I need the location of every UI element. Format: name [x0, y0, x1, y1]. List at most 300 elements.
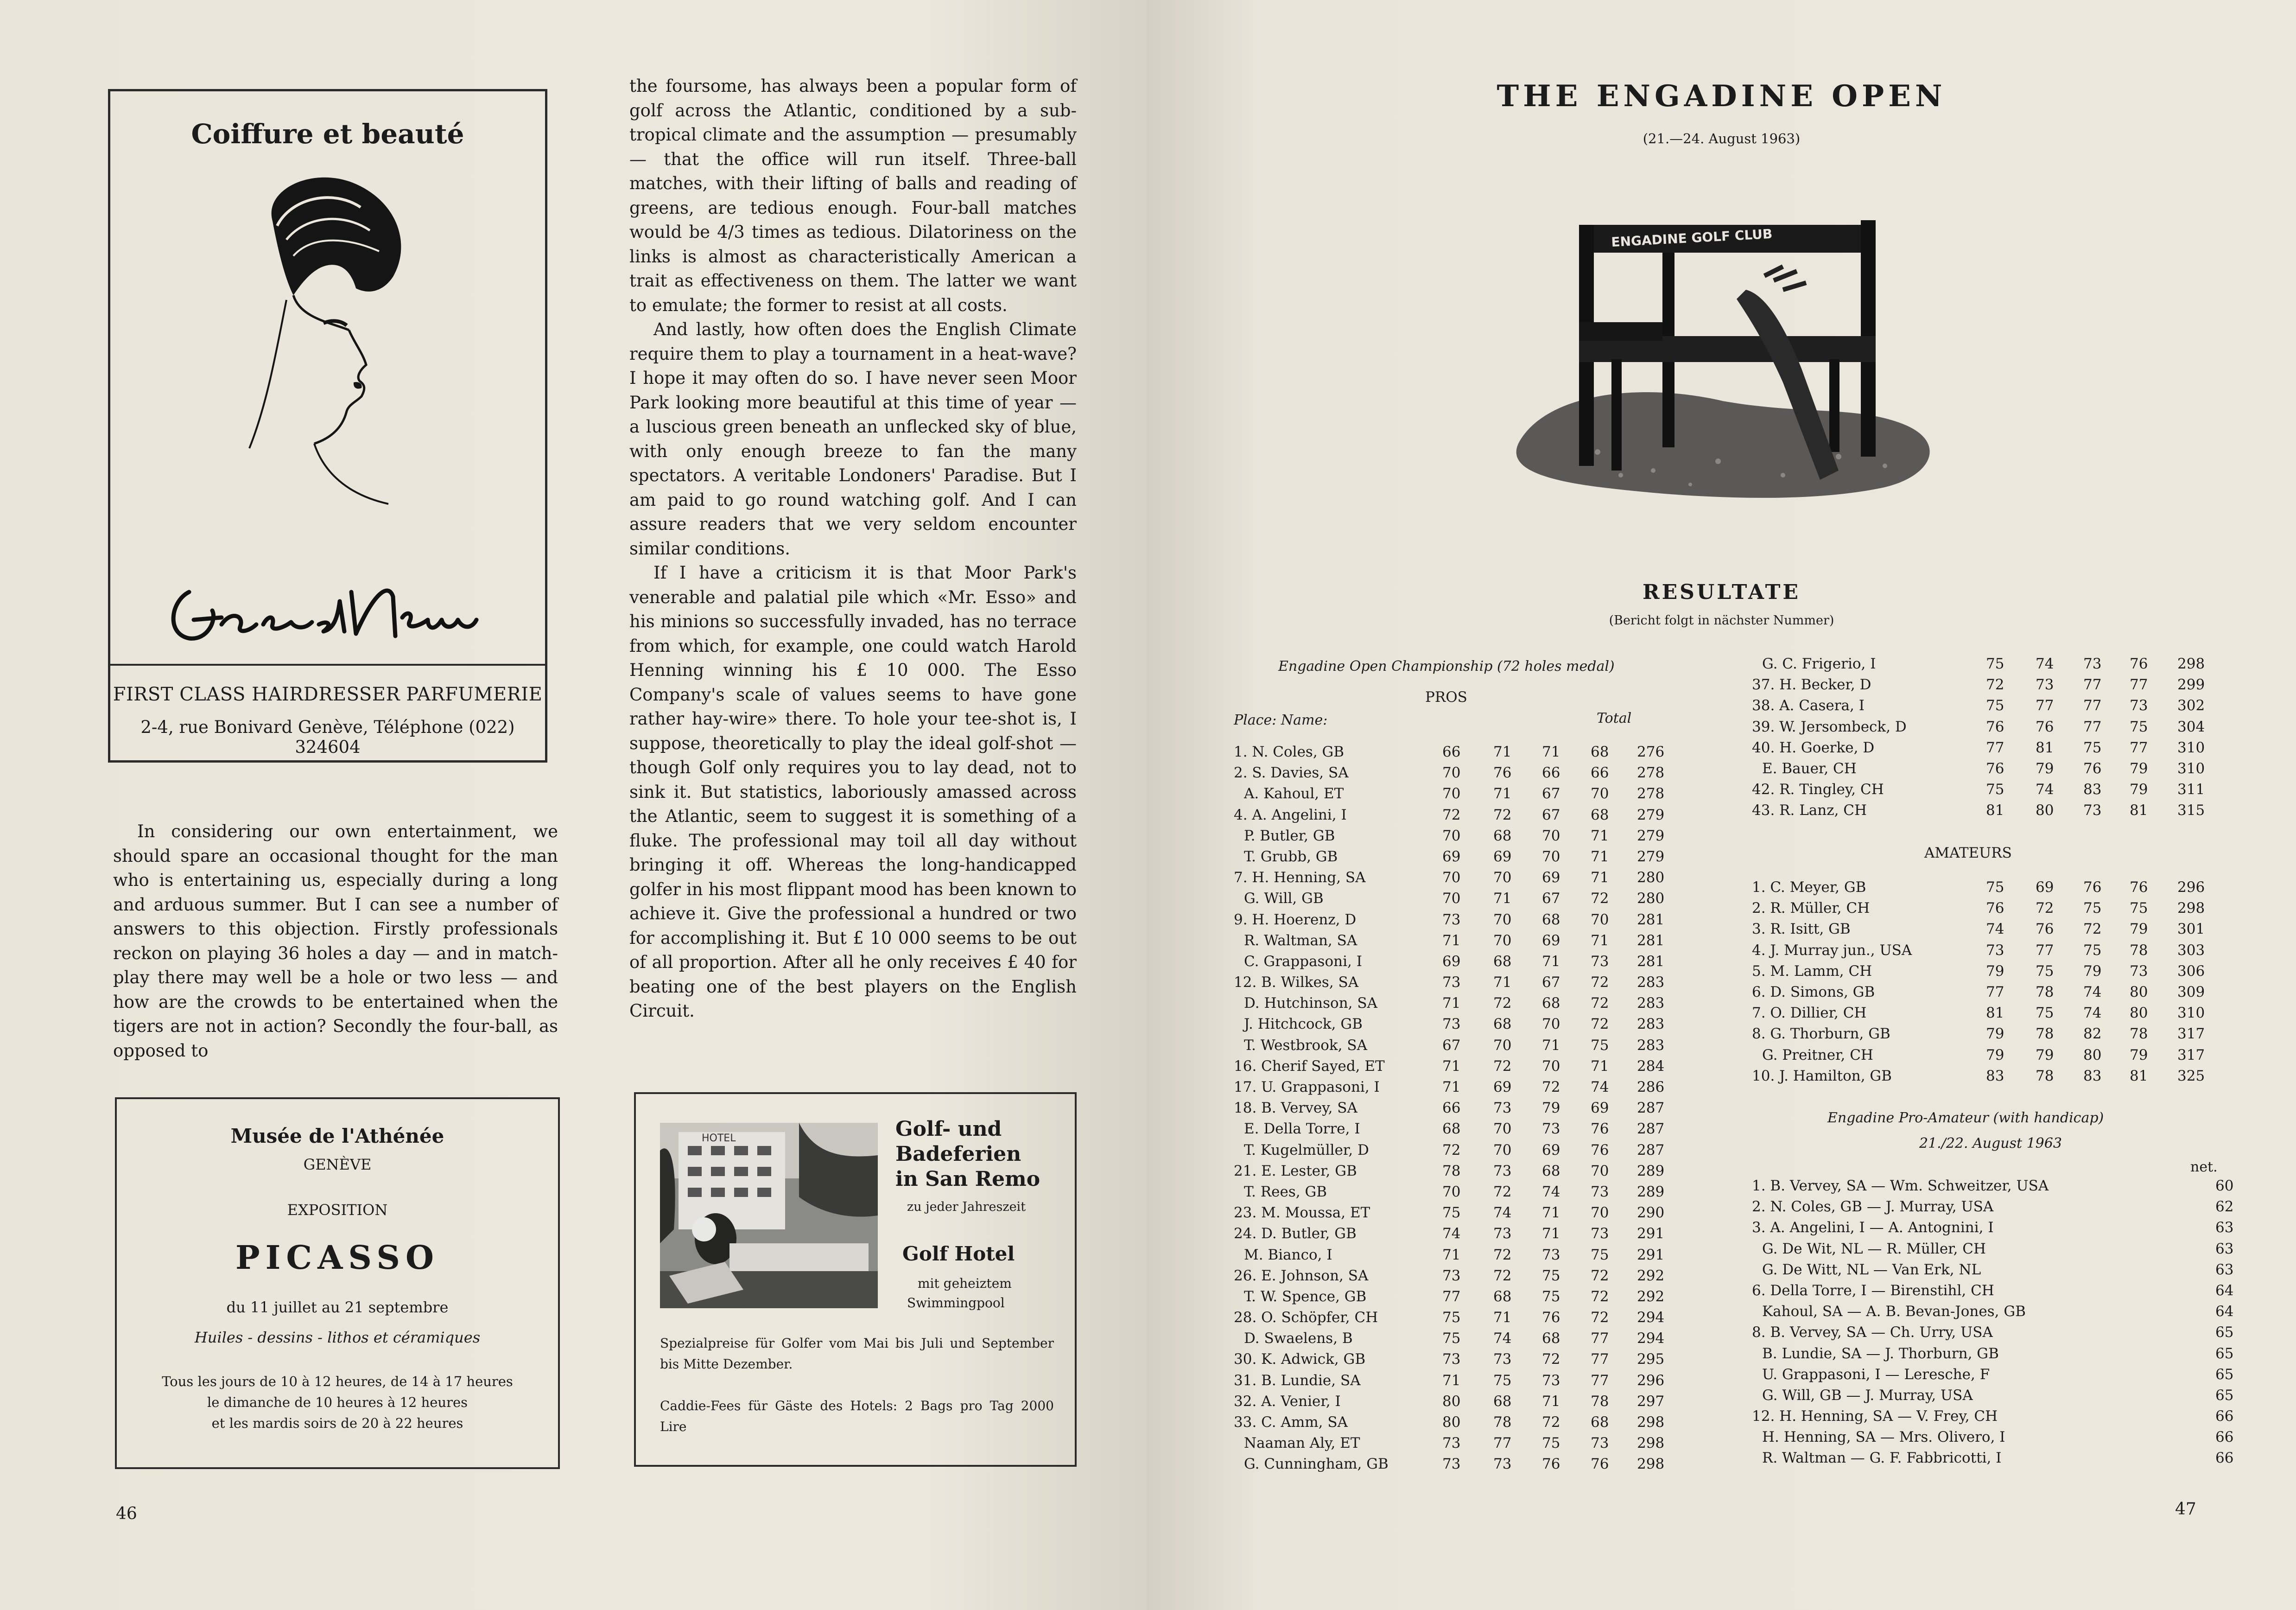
total-score: 310	[2177, 760, 2205, 777]
round-score: 77	[1442, 1288, 1461, 1305]
round-score: 73	[2083, 802, 2102, 819]
article-paragraph: the foursome, has always been a popular form of golf across the Atlantic, conditioned by a sub-tropical climate and the assumption — presumably — that the office will run itself. Three-ball matches, with their lifting of balls and reading of greens, are tedious enough. Four-ball matches would be 4/3 times as tedious. Dilatoriness on the links is almost as characteristically American a trait as effectiveness on them. The latter we want to emulate; the former to resist at all costs.	[629, 76, 1077, 315]
round-score: 75	[2036, 962, 2054, 980]
pairing: Kahoul, SA — A. B. Bevan-Jones, GB	[1762, 1303, 2026, 1320]
pro-am-row	[1752, 1406, 2234, 1427]
round-score: 76	[1591, 1120, 1609, 1138]
player-name: 8. G. Thorburn, GB	[1752, 1025, 1890, 1043]
player-name: G. Cunningham, GB	[1244, 1456, 1389, 1473]
net-score: 64	[2215, 1282, 2234, 1299]
round-score: 76	[1986, 718, 2004, 735]
round-score: 81	[1986, 1005, 2004, 1022]
result-row	[1234, 1014, 1665, 1035]
round-score: 74	[2083, 1005, 2102, 1022]
player-name: 39. W. Jersombeck, D	[1752, 718, 1907, 735]
round-score: 75	[2130, 900, 2148, 917]
result-row	[1234, 805, 1665, 826]
round-score: 83	[2083, 1067, 2102, 1084]
round-score: 79	[2036, 760, 2054, 777]
round-score: 69	[2036, 879, 2054, 896]
player-name: G. C. Frigerio, I	[1762, 655, 1876, 672]
round-score: 73	[2130, 962, 2148, 980]
ad-musee-artist: PICASSO	[235, 1238, 439, 1277]
player-name: 2. R. Müller, CH	[1752, 900, 1870, 917]
round-score: 71	[1442, 1246, 1461, 1263]
round-score: 68	[1493, 827, 1512, 844]
total-score: 310	[2177, 1005, 2205, 1022]
round-score: 79	[2130, 921, 2148, 938]
round-score: 71	[1442, 1057, 1461, 1075]
player-name: 17. U. Grappasoni, I	[1234, 1079, 1380, 1095]
total-score: 298	[1637, 1456, 1665, 1473]
result-row	[1752, 1024, 2234, 1044]
round-score: 79	[2130, 781, 2148, 798]
result-row	[1234, 1035, 1665, 1056]
result-row	[1234, 1056, 1665, 1077]
ad-coiffure	[108, 89, 547, 763]
pairing: 1. B. Vervey, SA — Wm. Schweitzer, USA	[1752, 1177, 2049, 1194]
round-score: 73	[2083, 655, 2102, 672]
result-row	[1234, 1119, 1665, 1139]
round-score: 75	[2083, 900, 2102, 917]
result-row	[1234, 763, 1665, 783]
round-score: 75	[1986, 781, 2004, 798]
round-score: 71	[1493, 890, 1512, 907]
round-score: 71	[1493, 785, 1512, 802]
result-row	[1234, 1307, 1665, 1328]
round-score: 80	[1442, 1393, 1461, 1410]
ad-musee-media: Huiles - dessins - lithos et céramiques	[194, 1329, 481, 1346]
pros-results-table	[1234, 742, 1665, 1475]
ad-musee-hours-2: le dimanche de 10 heures à 12 heures	[207, 1394, 468, 1410]
round-score: 71	[1591, 827, 1609, 844]
round-score: 77	[1591, 1372, 1609, 1389]
result-row	[1234, 1161, 1665, 1182]
round-score: 76	[2130, 879, 2148, 896]
golf-bench-photo	[1505, 183, 1950, 503]
round-score: 75	[2036, 1005, 2054, 1022]
total-score: 299	[2177, 676, 2205, 694]
woman-portrait-illustration	[194, 170, 453, 522]
round-score: 73	[1442, 1267, 1461, 1284]
result-row	[1234, 1454, 1665, 1475]
round-score: 79	[1986, 962, 2004, 980]
round-score: 73	[2036, 676, 2054, 694]
round-score: 71	[1542, 1204, 1560, 1222]
player-name: 4. J. Murray jun., USA	[1752, 942, 1912, 959]
round-score: 72	[1591, 1016, 1609, 1033]
pairing: B. Lundie, SA — J. Thorburn, GB	[1762, 1345, 1999, 1362]
pro-am-row	[1752, 1239, 2234, 1260]
result-row	[1752, 919, 2234, 940]
round-score: 70	[1493, 932, 1512, 949]
round-score: 79	[1986, 1046, 2004, 1063]
pro-am-row	[1752, 1427, 2234, 1448]
result-row	[1234, 783, 1665, 804]
round-score: 74	[2036, 655, 2054, 672]
result-row	[1234, 742, 1665, 763]
round-score: 75	[1542, 1288, 1560, 1305]
round-score: 78	[2036, 1067, 2054, 1084]
page-number-right: 47	[2175, 1500, 2196, 1519]
total-score: 296	[1637, 1372, 1665, 1389]
round-score: 73	[1542, 1372, 1560, 1389]
player-name: 38. A. Casera, I	[1752, 697, 1865, 714]
player-name: T. W. Spence, GB	[1244, 1288, 1367, 1305]
pro-am-row	[1752, 1385, 2234, 1406]
result-row	[1234, 1370, 1665, 1391]
round-score: 81	[2130, 1067, 2148, 1084]
player-name: 31. B. Lundie, SA	[1234, 1372, 1361, 1389]
round-score: 76	[2083, 879, 2102, 896]
total-score: 284	[1637, 1057, 1665, 1075]
ad-musee-city: GENÈVE	[303, 1156, 372, 1173]
round-score: 67	[1542, 890, 1560, 907]
round-score: 71	[1591, 869, 1609, 886]
round-score: 68	[1493, 1393, 1512, 1410]
round-score: 76	[1591, 1141, 1609, 1158]
round-score: 83	[1986, 1067, 2004, 1084]
net-score: 65	[2215, 1324, 2234, 1341]
net-score: 65	[2215, 1387, 2234, 1404]
round-score: 68	[1591, 806, 1609, 823]
player-name: 33. C. Amm, SA	[1234, 1414, 1348, 1431]
total-score: 278	[1637, 764, 1665, 782]
article-paragraph: If I have a criticism it is that Moor Park's venerable and palatial pile which «Mr. Esso» and his minions so successfully invaded, has no terrace from which, for example, one could watch Harold Henning winning his £ 10 000. The Esso Company's scale of values seems to have gone rather hay-wire» there. To hole your tee-shot is, I suppose, theoretically to play the ideal golf-shot — though Golf only requires you to lay dead, not to sink it. But statistics, laboriously amassed across the Atlantic, seem to suggest it is something of a fluke. The professional may toil all day without bringing it off. Whereas the long-handicapped golfer in his most flippant mood has been known to achieve it. Give the professional a hundred or two for accomplishing it. But £ 10 000 seems to be out of all proportion. After all he only receives £ 40 for beating one of the best players on the English Circuit.	[629, 563, 1077, 1021]
round-score: 74	[2083, 983, 2102, 1000]
round-score: 73	[1442, 911, 1461, 928]
total-score: 276	[1637, 744, 1665, 760]
ad-musee-hours-3: et les mardis soirs de 20 à 22 heures	[211, 1415, 463, 1431]
round-score: 73	[1591, 1225, 1609, 1242]
result-row	[1234, 846, 1665, 867]
total-score: 281	[1637, 932, 1665, 949]
player-name: 2. S. Davies, SA	[1234, 764, 1349, 782]
round-score: 73	[1442, 1456, 1461, 1473]
round-score: 76	[1542, 1309, 1560, 1326]
total-score: 302	[2177, 697, 2205, 714]
total-score: 287	[1637, 1100, 1665, 1117]
player-name: 24. D. Butler, GB	[1234, 1225, 1357, 1242]
total-score: 289	[1637, 1183, 1665, 1200]
round-score: 83	[2083, 781, 2102, 798]
round-score: 78	[1591, 1393, 1609, 1410]
ad-hotel-headline-2: Badeferien	[895, 1142, 1021, 1166]
round-score: 74	[1591, 1079, 1609, 1095]
round-score: 71	[1591, 932, 1609, 949]
round-score: 73	[1542, 1246, 1560, 1263]
round-score: 73	[1442, 1016, 1461, 1033]
round-score: 73	[1442, 1435, 1461, 1452]
total-score: 298	[2177, 900, 2205, 917]
result-row	[1752, 1066, 2234, 1087]
result-row	[1752, 898, 2234, 919]
hotel-sign-text: HOTEL	[702, 1133, 736, 1144]
total-score: 291	[1637, 1246, 1665, 1263]
round-score: 77	[2130, 676, 2148, 694]
result-row	[1234, 1098, 1665, 1119]
net-score: 63	[2215, 1219, 2234, 1236]
player-name: E. Della Torre, I	[1244, 1120, 1360, 1138]
round-score: 79	[1542, 1100, 1560, 1117]
round-score: 71	[1493, 974, 1512, 991]
player-name: R. Waltman, SA	[1244, 932, 1357, 949]
round-score: 71	[1591, 1057, 1609, 1075]
round-score: 77	[1591, 1351, 1609, 1368]
round-score: 71	[1542, 1393, 1560, 1410]
round-score: 77	[1986, 739, 2004, 756]
round-score: 75	[1442, 1330, 1461, 1347]
round-score: 66	[1442, 1100, 1461, 1117]
round-score: 70	[1493, 1037, 1512, 1054]
round-score: 75	[1493, 1372, 1512, 1389]
round-score: 69	[1493, 1079, 1512, 1095]
pro-am-row	[1752, 1301, 2234, 1322]
ad-hotel-caddie: Caddie-Fees für Gäste des Hotels: 2 Bags pro Tag 2000 Lire	[660, 1398, 1054, 1434]
round-score: 75	[1591, 1037, 1609, 1054]
round-score: 72	[1493, 1057, 1512, 1075]
pro-am-row	[1752, 1364, 2234, 1385]
net-score: 66	[2215, 1408, 2234, 1425]
net-score: 64	[2215, 1303, 2234, 1320]
result-row	[1752, 758, 2234, 779]
total-score: 304	[2177, 718, 2205, 735]
total-score: 325	[2177, 1067, 2205, 1084]
total-score: 296	[2177, 879, 2205, 896]
result-row	[1234, 1140, 1665, 1161]
player-name: A. Kahoul, ET	[1244, 785, 1344, 802]
result-row	[1234, 1412, 1665, 1433]
total-score: 287	[1637, 1120, 1665, 1138]
pro-am-dates: 21./22. August 1963	[1919, 1135, 2062, 1152]
round-score: 72	[1493, 995, 1512, 1012]
total-score: 292	[1637, 1288, 1665, 1305]
round-score: 77	[2083, 697, 2102, 714]
total-score: 310	[2177, 739, 2205, 756]
round-score: 70	[1442, 1183, 1461, 1200]
round-score: 72	[1591, 995, 1609, 1012]
round-score: 69	[1442, 953, 1461, 970]
round-score: 70	[1442, 764, 1461, 782]
pro-am-row	[1752, 1217, 2234, 1238]
round-score: 66	[1442, 744, 1461, 760]
round-score: 70	[1493, 911, 1512, 928]
round-score: 79	[2130, 1046, 2148, 1063]
round-score: 77	[1591, 1330, 1609, 1347]
round-score: 71	[1542, 953, 1560, 970]
round-score: 72	[2083, 921, 2102, 938]
round-score: 67	[1542, 785, 1560, 802]
round-score: 71	[1591, 848, 1609, 865]
total-score: 286	[1637, 1079, 1665, 1095]
pairing: G. De Wit, NL — R. Müller, CH	[1762, 1240, 1986, 1257]
total-score: 283	[1637, 995, 1665, 1012]
pro-am-results-table	[1752, 1176, 2234, 1469]
round-score: 67	[1442, 1037, 1461, 1054]
result-row	[1752, 1003, 2234, 1024]
ad-hotel	[634, 1092, 1077, 1467]
pro-am-row	[1752, 1343, 2234, 1364]
round-score: 68	[1493, 953, 1512, 970]
round-score: 72	[1591, 1267, 1609, 1284]
pairing: G. Will, GB — J. Murray, USA	[1762, 1387, 1973, 1404]
total-score: 279	[1637, 806, 1665, 823]
total-score: 290	[1637, 1204, 1665, 1222]
player-name: 21. E. Lester, GB	[1234, 1162, 1357, 1179]
result-row	[1234, 1203, 1665, 1223]
total-score: 280	[1637, 890, 1665, 907]
result-row	[1234, 972, 1665, 993]
pairing: 2. N. Coles, GB — J. Murray, USA	[1752, 1198, 1994, 1215]
total-score: 294	[1637, 1309, 1665, 1326]
player-name: G. Preitner, CH	[1762, 1046, 1873, 1063]
round-score: 71	[1442, 1372, 1461, 1389]
pro-am-heading: Engadine Pro-Amateur (with handicap)	[1827, 1110, 2104, 1126]
round-score: 82	[2083, 1025, 2102, 1043]
player-name: 26. E. Johnson, SA	[1234, 1267, 1369, 1284]
ad-coiffure-divider	[110, 664, 545, 666]
article-paragraph: And lastly, how often does the English Climate require them to play a tournament in a heat-wave? I hope it may often do so. I have never seen Moor Park looking more beautiful at this time of year — a luscious green beneath an unflecked sky of blue, with only enough breeze to fan the many spectators. A veritable Londoners' Paradise. But I am paid to go round watching golf. And I can assure readers that we very seldom encounter similar conditions.	[629, 319, 1077, 559]
round-score: 74	[1493, 1204, 1512, 1222]
round-score: 75	[1986, 879, 2004, 896]
total-score: 287	[1637, 1141, 1665, 1158]
ad-musee-title: Musée de l'Athénée	[230, 1125, 444, 1147]
net-score: 60	[2215, 1177, 2234, 1194]
player-name: T. Grubb, GB	[1244, 848, 1338, 865]
place-label: Place: Name:	[1234, 712, 1328, 728]
pairing: 12. H. Henning, SA — V. Frey, CH	[1752, 1408, 1998, 1425]
player-name: 10. J. Hamilton, GB	[1752, 1067, 1892, 1084]
round-score: 75	[1542, 1435, 1560, 1452]
round-score: 71	[1542, 744, 1560, 760]
round-score: 70	[1442, 869, 1461, 886]
round-score: 68	[1542, 911, 1560, 928]
total-score: 298	[1637, 1435, 1665, 1452]
result-row	[1752, 738, 2234, 758]
article-column-left	[113, 820, 558, 1063]
bench-sign-text: ENGADINE GOLF CLUB	[1611, 226, 1773, 250]
round-score: 70	[1542, 848, 1560, 865]
player-name: 3. R. Isitt, GB	[1752, 921, 1851, 938]
net-score: 65	[2215, 1366, 2234, 1383]
round-score: 78	[1493, 1414, 1512, 1431]
result-row	[1234, 867, 1665, 888]
round-score: 69	[1442, 848, 1461, 865]
round-score: 74	[1986, 921, 2004, 938]
ad-hotel-headline-1: Golf- und	[895, 1117, 1002, 1141]
ad-hotel-season: zu jeder Jahreszeit	[907, 1200, 1026, 1214]
result-row	[1752, 779, 2234, 800]
total-score: 283	[1637, 1037, 1665, 1054]
round-score: 77	[2036, 942, 2054, 959]
page-title: THE ENGADINE OPEN	[1497, 79, 1947, 114]
round-score: 79	[2130, 760, 2148, 777]
round-score: 69	[1493, 848, 1512, 865]
round-score: 73	[1493, 1100, 1512, 1117]
round-score: 74	[1493, 1330, 1512, 1347]
total-score: 309	[2177, 983, 2205, 1000]
round-score: 76	[1591, 1456, 1609, 1473]
player-name: 7. O. Dillier, CH	[1752, 1005, 1867, 1022]
round-score: 68	[1442, 1120, 1461, 1138]
player-name: 4. A. Angelini, I	[1234, 806, 1347, 823]
pairing: U. Grappasoni, I — Leresche, F	[1762, 1366, 1990, 1383]
ad-coiffure-title: Coiffure et beauté	[191, 118, 464, 150]
round-score: 80	[2036, 802, 2054, 819]
player-name: T. Westbrook, SA	[1244, 1037, 1367, 1054]
total-score: 294	[1637, 1330, 1665, 1347]
article-column-right	[629, 74, 1077, 1024]
total-score: 289	[1637, 1162, 1665, 1179]
total-label: Total	[1597, 710, 1632, 726]
round-score: 76	[1986, 900, 2004, 917]
result-row	[1752, 675, 2234, 695]
result-row	[1752, 982, 2234, 1003]
pro-am-row	[1752, 1260, 2234, 1280]
round-score: 67	[1542, 806, 1560, 823]
round-score: 72	[1591, 1309, 1609, 1326]
total-score: 317	[2177, 1025, 2205, 1043]
round-score: 79	[1986, 1025, 2004, 1043]
ad-hotel-name: Golf Hotel	[902, 1242, 1015, 1265]
pro-am-row	[1752, 1280, 2234, 1301]
ad-musee-dates: du 11 juillet au 21 septembre	[226, 1298, 449, 1316]
round-score: 74	[1442, 1225, 1461, 1242]
result-row	[1752, 961, 2234, 982]
player-name: G. Will, GB	[1244, 890, 1324, 907]
result-row	[1234, 1223, 1665, 1244]
result-row	[1234, 1328, 1665, 1349]
total-score: 280	[1637, 869, 1665, 886]
round-score: 67	[1542, 974, 1560, 991]
result-row	[1234, 930, 1665, 951]
round-score: 68	[1591, 744, 1609, 760]
round-score: 72	[1591, 890, 1609, 907]
round-score: 75	[1442, 1309, 1461, 1326]
player-name: 42. R. Tingley, CH	[1752, 781, 1884, 798]
amateurs-results-table	[1752, 877, 2234, 1087]
round-score: 73	[1493, 1351, 1512, 1368]
ad-musee-kind: EXPOSITION	[287, 1201, 388, 1219]
round-score: 68	[1542, 1162, 1560, 1179]
round-score: 78	[2130, 942, 2148, 959]
round-score: 81	[1986, 802, 2004, 819]
round-score: 78	[2130, 1025, 2148, 1043]
round-score: 75	[2130, 718, 2148, 735]
round-score: 77	[2083, 676, 2102, 694]
result-row	[1752, 877, 2234, 898]
player-name: 37. H. Becker, D	[1752, 676, 1871, 694]
result-row	[1234, 1266, 1665, 1286]
result-row	[1234, 1182, 1665, 1203]
round-score: 68	[1493, 1016, 1512, 1033]
round-score: 77	[2083, 718, 2102, 735]
player-name: 7. H. Henning, SA	[1234, 869, 1366, 886]
result-row	[1752, 800, 2234, 821]
round-score: 73	[1493, 1456, 1512, 1473]
player-name: 40. H. Goerke, D	[1752, 739, 1875, 756]
round-score: 79	[2083, 962, 2102, 980]
round-score: 73	[1442, 1351, 1461, 1368]
round-score: 69	[1542, 1141, 1560, 1158]
pro-am-row	[1752, 1196, 2234, 1217]
hotel-photo	[660, 1123, 878, 1308]
round-score: 72	[1493, 1183, 1512, 1200]
round-score: 80	[2130, 1005, 2148, 1022]
player-name: 16. Cherif Sayed, ET	[1234, 1057, 1385, 1075]
round-score: 68	[1542, 1330, 1560, 1347]
player-name: 30. K. Adwick, GB	[1234, 1351, 1366, 1368]
